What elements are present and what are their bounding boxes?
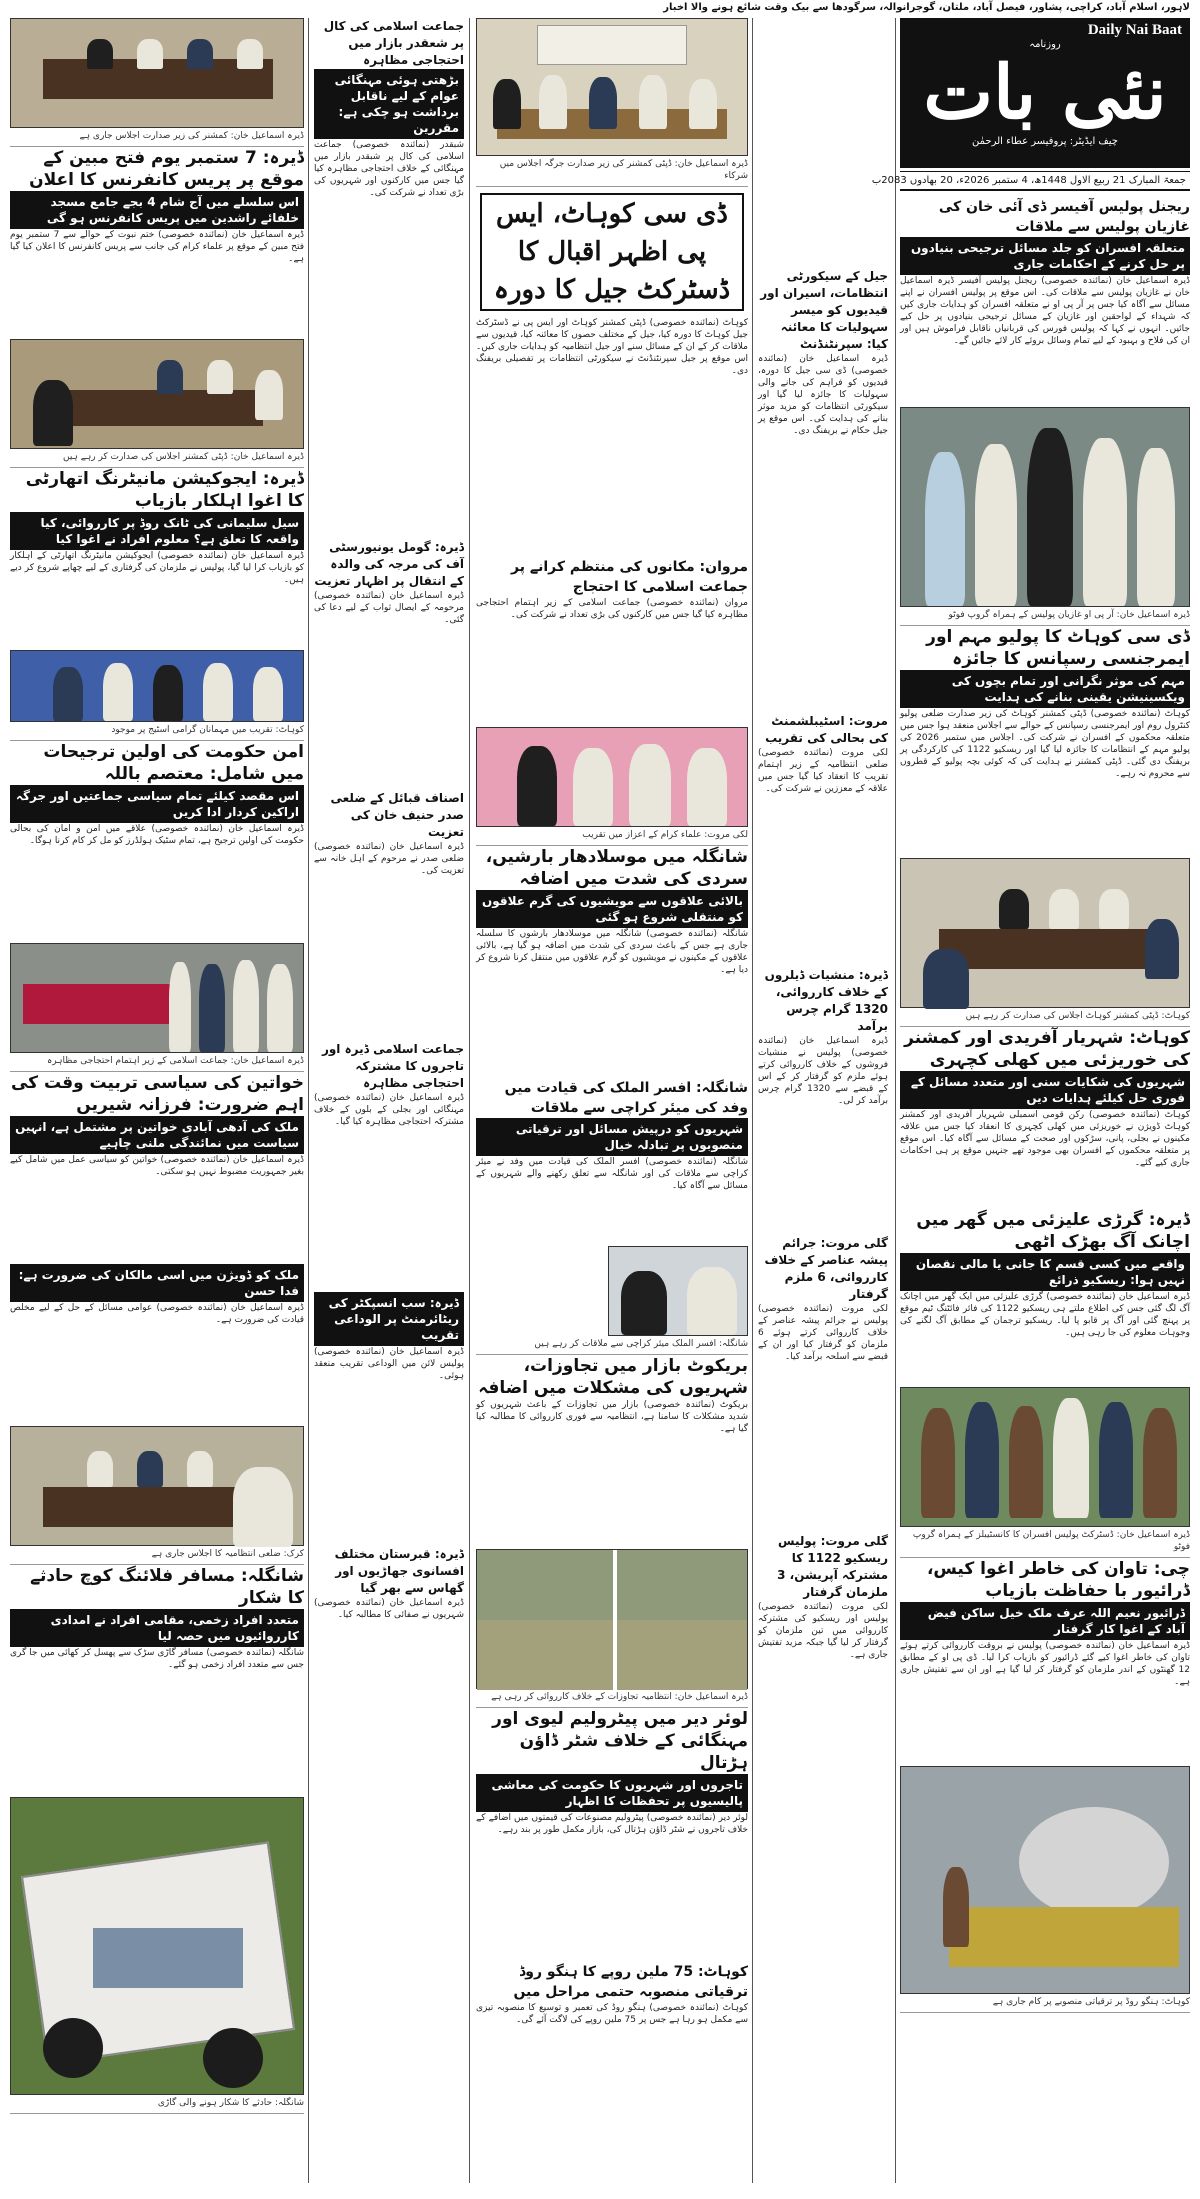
- article-body: کوہاٹ (نمائندہ خصوصی) ڈپٹی کمشنر کوہاٹ کی زیر صدارت ضلعی پولیو کنٹرول روم اور ایمرجنسی رسپانس کے حوالے سے اجلاس منعقد ہوا جس میں متعلقہ محکموں کے افسران نے شرکت کی۔ اجلاس میں ستمبر 2026 کی پولیو مہم کے انتظامات کا جائزہ لیا گیا اور ریسکیو 1122 کی کارکردگی پر بریفنگ دی گئی۔ ڈپٹی کمشنر نے ہدایت کی کہ کوئی بچہ پولیو کے قطروں سے محروم نہ رہے۔: [900, 709, 1190, 779]
- article-body: شانگلہ (نمائندہ خصوصی) افسر الملک کی قیادت میں وفد نے میئر کراچی سے ملاقات کی اور شانگلہ سے تعلق رکھنے والے شہریوں کے مسائل سے آگاہ کیا۔: [476, 1157, 748, 1191]
- article-body: ڈیرہ اسماعیل خان (نمائندہ خصوصی) علاقے میں امن و امان کی بحالی حکومت کی اولین ترجیح ہے، تمام سٹیک ہولڈرز کو مل کر کام کرنا ہوگا۔: [10, 824, 304, 846]
- photo-karak-meeting: [10, 1426, 304, 1546]
- masthead-name-en: Daily Nai Baat: [1087, 22, 1182, 38]
- subheadline: اس مقصد کیلئے تمام سیاسی جماعتیں اور جرگہ اراکین کردار ادا کریں: [10, 785, 304, 823]
- article-body: ڈیرہ اسماعیل خان (نمائندہ خصوصی) پولیس لائن میں الوداعی تقریب منعقد ہوئی۔: [314, 1347, 464, 1381]
- photo-accident-vehicle: [10, 1797, 304, 2095]
- headline: ڈی سی کوہاٹ کا پولیو مہم اور ایمرجنسی رسپانس کا جائزہ: [926, 627, 1190, 669]
- photo-caption: ڈیرہ اسماعیل خان: انتظامیہ تجاوزات کے خلاف کارروائی کر رہی ہے: [476, 1689, 748, 1708]
- headline: ڈیرہ: گومل یونیورسٹی آف کی مرجہ کی والدہ کے انتقال پر اظہار تعزیت: [314, 540, 464, 588]
- headline: چی: تاوان کی خاطر اغوا کیس، ڈرائیور با حفاظت بازیاب: [926, 1559, 1190, 1601]
- headline: ڈیرہ: 7 ستمبر یوم فتح مبین کے موقع پر پریس کانفرنس کا اعلان: [29, 148, 304, 190]
- headline: مروان: مکانوں کی منتظم کرانے پر جماعت اسلامی کا احتجاج: [511, 559, 748, 595]
- headline: جماعت اسلامی ڈیرہ اور تاجروں کا مشترکہ احتجاجی مظاہرہ: [321, 1042, 464, 1090]
- photo-caption: کرک: ضلعی انتظامیہ کا اجلاس جاری ہے: [10, 1546, 304, 1565]
- article-body: ڈیرہ اسماعیل خان (نمائندہ خصوصی) مرحومہ کے ایصال ثواب کے لیے دعا کی گئی۔: [314, 591, 464, 625]
- photo-protest: [10, 943, 304, 1053]
- photo-meeting-mayor: [608, 1246, 748, 1336]
- subheadline: تاجروں اور شہریوں کا حکومت کی معاشی پالیسیوں پر تحفظات کا اظہار: [476, 1774, 748, 1812]
- subheadline: شہریوں کی شکایات سنی اور متعدد مسائل کے فوری حل کیلئے ہدایات دیں: [900, 1071, 1190, 1109]
- photo-stage: [10, 650, 304, 722]
- headline: ملک کو ڈویژن میں اسی مالکان کی ضرورت ہے: فدا حسن: [10, 1264, 304, 1302]
- photo-police-group: [900, 1387, 1190, 1527]
- article-body: لکی مروت (نمائندہ خصوصی) پولیس نے جرائم پیشہ عناصر کے خلاف کارروائی کرتے ہوئے 6 ملزمان کو گرفتار کیا اور ان کے قبضے سے اسلحہ برآمد کیا۔: [758, 1304, 888, 1362]
- photo-caption: شانگلہ: افسر الملک میئر کراچی سے ملاقات کر رہے ہیں: [476, 1336, 748, 1355]
- headline: امن حکومت کی اولین ترجیحات میں شامل: معتصم باللہ: [43, 742, 304, 784]
- article-body: ڈیرہ اسماعیل خان (نمائندہ خصوصی) عوامی مسائل کے حل کے لیے مخلص قیادت کی ضرورت ہے۔: [10, 1303, 304, 1325]
- photo-group: [900, 407, 1190, 607]
- subheadline: واقعے میں کسی قسم کا جانی یا مالی نقصان نہیں ہوا: ریسکیو ذرائع: [900, 1253, 1190, 1291]
- subheadline: ڈرائیور نعیم اللہ عرف ملک خیل ساکن فیض آباد کے اغوا کار گرفتار: [900, 1602, 1190, 1640]
- photo-caption: ڈیرہ اسماعیل خان: کمشنر کی زیر صدارت اجلاس جاری ہے: [10, 128, 304, 147]
- headline: جیل کے سیکورٹی انتظامات، اسیران اور قیدیوں کو میسر سہولیات کا معائنہ کیا: سپرنٹنڈنٹ: [760, 269, 888, 351]
- photo-jirga: [476, 18, 748, 156]
- article-body: لکی مروت (نمائندہ خصوصی) پولیس اور ریسکیو کی مشترکہ کارروائی میں تین ملزمان کو گرفتار کر لیا گیا جبکہ مزید تفتیش جاری ہے۔: [758, 1602, 888, 1660]
- article-body: لکی مروت (نمائندہ خصوصی) ضلعی انتظامیہ کے زیر اہتمام تقریب کا انعقاد کیا گیا جس میں علاقہ کے معززین نے شرکت کی۔: [758, 748, 888, 794]
- article-body: شبقدر (نمائندہ خصوصی) جماعت اسلامی کی کال پر شبقدر بازار میں مہنگائی کے خلاف احتجاجی مظاہرہ کیا گیا جس میں کارکنوں اور شہریوں کی بڑی تعداد نے شرکت کی۔: [314, 140, 464, 198]
- article-body: شانگلہ (نمائندہ خصوصی) مسافر گاڑی سڑک سے پھسل کر کھائی میں جا گری جس سے متعدد افراد زخمی ہو گئے۔: [10, 1648, 304, 1670]
- photo-ulema: [476, 727, 748, 827]
- column-3: [476, 18, 748, 2183]
- article-body: ڈیرہ اسماعیل خان (نمائندہ خصوصی) مہنگائی اور بجلی کے بلوں کے خلاف مشترکہ احتجاجی مظاہرہ کیا گیا۔: [314, 1093, 464, 1127]
- photo-caption: ڈیرہ اسماعیل خان: جماعت اسلامی کے زیر اہتمام احتجاجی مظاہرہ: [10, 1053, 304, 1072]
- headline: ڈیرہ: گرڑی علیزئی میں گھر میں اچانک آگ بھڑک اٹھی: [916, 1210, 1190, 1252]
- column-1: [871, 18, 1190, 2183]
- column-rule: [308, 18, 309, 2183]
- masthead: [900, 18, 1190, 168]
- headline: شانگلہ: مسافر فلائنگ کوچ حادثے کا شکار: [30, 1566, 304, 1608]
- article-body: کوہاٹ (نمائندہ خصوصی) رکن قومی اسمبلی شہریار آفریدی اور کمشنر کوہاٹ ڈویژن نے خوریزئی میں کھلی کچہری کا انعقاد کیا جس میں علاقہ مکینوں نے بجلی، پانی، سڑکوں اور صحت کے مسائل سے آگاہ کیا۔ اس موقع پر متعلقہ محکموں کے افسران بھی موجود تھے جنہیں موقع پر ہی احکامات جاری کیے گئے۔: [900, 1110, 1190, 1168]
- headline: کوہاٹ: 75 ملین روپے کا ہنگو روڈ ترقیاتی منصوبہ حتمی مراحل میں: [513, 1964, 748, 2000]
- column-rule: [469, 18, 470, 2183]
- subheadline: متعلقہ افسران کو جلد مسائل ترجیحی بنیادوں پر حل کرنے کے احکامات جاری: [900, 237, 1190, 275]
- article-body: بریکوٹ (نمائندہ خصوصی) بازار میں تجاوزات کے باعث شہریوں کو شدید مشکلات کا سامنا ہے، انتظامیہ سے فوری کارروائی کا مطالبہ کیا گیا ہے۔: [476, 1400, 748, 1434]
- article-body: ڈیرہ اسماعیل خان (نمائندہ خصوصی) ریجنل پولیس آفیسر ڈیرہ اسماعیل خان نے غازیان پولیس سے ملاقات کی۔ اس موقع پر پولیس افسران نے اپنے مسائل سے آگاہ کیا جس پر آر پی او نے متعلقہ افسران کو ہدایات جاری کیں کہ شہداء کے لواحقین اور غازیان کے مسائل ترجیحی بنیادوں پر حل کیے جائیں۔ انہوں نے کہا کہ پولیس فورس کی قربانیاں ناقابل فراموش ہیں اور ان کی فلاح و بہبود کے لیے تمام وسائل بروئے کار لائے جائیں گے۔: [900, 276, 1190, 346]
- photo-caption: کوہاٹ: ہنگو روڈ پر ترقیاتی منصوبے پر کام جاری ہے: [900, 1994, 1190, 2013]
- subheadline: اس سلسلے میں آج شام 4 بجے جامع مسجد خلفائے راشدین میں پریس کانفرنس ہو گی: [10, 191, 304, 229]
- banner-headline: ڈی سی کوہاٹ، ایس پی اظہر اقبال کا ڈسٹرکٹ جیل کا دورہ: [480, 193, 744, 311]
- photo-caption: ڈیرہ اسماعیل خان: ڈپٹی کمشنر کی زیر صدارت جرگہ اجلاس میں شرکاء: [476, 156, 748, 187]
- photo-meeting: [900, 858, 1190, 1008]
- photo-construction: [900, 1766, 1190, 1994]
- headline: خواتین کی سیاسی تربیت وقت کی اہم ضرورت: فرزانہ شیریں: [10, 1073, 304, 1115]
- photo-caption: ڈیرہ اسماعیل خان: ڈسٹرکٹ پولیس افسران کا کانسٹیبلز کے ہمراہ گروپ فوٹو: [900, 1527, 1190, 1558]
- article-body: ڈیرہ اسماعیل خان (نمائندہ خصوصی) پولیس نے منشیات فروشوں کے خلاف کارروائی کرتے ہوئے ملزم کو گرفتار کر کے اس کے قبضے سے 1320 گرام چرس برآمد کر لی۔: [758, 1036, 888, 1106]
- headline: شانگلہ میں موسلادھار بارشیں، سردی کی شدت میں اضافہ: [485, 847, 748, 889]
- subheadline: سیل سلیمانی کی ٹانک روڈ پر کارروائی، کیا واقعہ کا تعلق ہے؟ معلوم افراد نے اغوا کیا: [10, 512, 304, 550]
- masthead-editor: چیف ایڈیٹر: پروفیسر عطاء الرحمٰن: [972, 136, 1118, 147]
- article-body: مروان (نمائندہ خصوصی) جماعت اسلامی کے زیر اہتمام احتجاجی مظاہرہ کیا گیا جس میں کارکنوں کی بڑی تعداد نے شرکت کی۔: [476, 598, 748, 620]
- article-body: ڈیرہ اسماعیل خان (نمائندہ خصوصی) گرڑی علیزئی میں ایک گھر میں اچانک آگ لگ گئی جس کی اطلاع ملتے ہی ریسکیو 1122 کی فائر فائٹنگ ٹیم موقع پر پہنچ گئی اور آگ پر قابو پا لیا۔ ریسکیو ترجمان کے مطابق آگ لگنے کی وجوہات معلوم کی جا رہی ہیں۔: [900, 1292, 1190, 1338]
- article-body: ڈیرہ اسماعیل خان (نمائندہ خصوصی) خواتین کو سیاسی عمل میں شامل کیے بغیر جمہوریت مضبوط نہیں ہو سکتی۔: [10, 1155, 304, 1177]
- subheadline: بالائی علاقوں سے مویشیوں کی گرم علاقوں کو منتقلی شروع ہو گئی: [476, 890, 748, 928]
- column-5: [10, 18, 304, 2183]
- photo-commissioner-meeting: [10, 18, 304, 128]
- article-body: ڈیرہ اسماعیل خان (نمائندہ خصوصی) شہریوں نے صفائی کا مطالبہ کیا۔: [314, 1598, 464, 1620]
- photo-caption: شانگلہ: حادثے کا شکار ہونے والی گاڑی: [10, 2095, 304, 2114]
- headline: گلی مروت: جرائم پیشہ عناصر کے خلاف کارروائی، 6 ملزم گرفتار: [764, 1236, 888, 1301]
- headline: اصناف قبائل کے ضلعی صدر حنیف خان کی تعزیت: [330, 791, 464, 839]
- photo-caption: کوہاٹ: تقریب میں مہمانان گرامی اسٹیج پر موجود: [10, 722, 304, 741]
- column-2: [758, 18, 888, 2183]
- photo-encroachment: [476, 1549, 748, 1689]
- headline: جماعت اسلامی کی کال پر شعقدر بازار میں احتجاجی مظاہرہ: [323, 19, 464, 67]
- article-body: ڈیرہ اسماعیل خان (نمائندہ خصوصی) پولیس نے بروقت کارروائی کرتے ہوئے تاوان کی خاطر اغوا کیے گئے ڈرائیور کو بازیاب کرا لیا۔ ڈی پی او کے مطابق 12 گھنٹوں کے اندر ملزمان کو گرفتار کر لیا گیا ہے اور ان سے تفتیش جاری ہے۔: [900, 1641, 1190, 1687]
- headline: ڈیرہ: سب انسپکٹر کی ریٹائرمنٹ پر الوداعی تقریب: [314, 1292, 464, 1346]
- headline: لوئر دیر میں پیٹرولیم لیوی اور مہنگائی کے خلاف شٹر ڈاؤن ہڑتال: [492, 1709, 748, 1773]
- article-body: شانگلہ (نمائندہ خصوصی) شانگلہ میں موسلادھار بارشوں کا سلسلہ جاری ہے جس کے باعث سردی کی شدت میں اضافہ ہو گیا ہے، بالائی علاقوں کے مکینوں نے مویشیوں کو گرم علاقوں میں منتقل کرنا شروع کر دیا ہے۔: [476, 929, 748, 975]
- headline: بریکوٹ بازار میں تجاوزات، شہریوں کی مشکلات میں اضافہ: [478, 1356, 748, 1398]
- article-body: ڈیرہ اسماعیل خان (نمائندہ خصوصی) ڈی سی جیل کا دورہ، قیدیوں کو فراہم کی جانے والی سہولیات کا جائزہ لیا گیا اور سیکورٹی انتظامات کو مزید موثر بنانے کی ہدایت کی۔ اس موقع پر جیل حکام نے بریفنگ دی۔: [758, 354, 888, 436]
- headline: ڈیرہ: قبرستان مختلف افسانوی جھاڑیوں اور گھاس سے بھر گیا: [334, 1547, 464, 1595]
- headline: ریجنل پولیس آفیسر ڈی آئی خان کی غازیان پولیس سے ملاقات: [938, 199, 1190, 235]
- headline: گلی مروت: پولیس ریسکیو 1122 کا مشترکہ آپریشن، 3 ملزمان گرفتار: [777, 1534, 888, 1599]
- subheadline: شہریوں کو درپیش مسائل اور ترقیاتی منصوبوں پر تبادلہ خیال: [476, 1118, 748, 1156]
- photo-caption: ڈیرہ اسماعیل خان: ڈپٹی کمشنر اجلاس کی صدارت کر رہے ہیں: [10, 449, 304, 468]
- subheadline: بڑھتی ہوئی مہنگائی عوام کے لیے ناقابل برداشت ہو چکی ہے: مقررین: [314, 69, 464, 139]
- photo-caption: لکی مروت: علماء کرام کے اعزاز میں تقریب: [476, 827, 748, 846]
- subheadline: ملک کی آدھی آبادی خواتین پر مشتمل ہے، انہیں سیاست میں نمائندگی ملنی چاہیے: [10, 1116, 304, 1154]
- column-rule: [752, 18, 753, 2183]
- article-body: ڈیرہ اسماعیل خان (نمائندہ خصوصی) ضلعی صدر نے مرحوم کے اہل خانہ سے تعزیت کی۔: [314, 842, 464, 876]
- masthead-tagline: روزنامہ: [1029, 39, 1061, 50]
- dateline: جمعۃ المبارک 21 ربیع الاول 1448ھ، 4 ستمبر 2026ء، 20 بھادوں 2083ب: [900, 171, 1190, 191]
- column-4: [314, 18, 464, 2183]
- subheadline: متعدد افراد زخمی، مقامی افراد نے امدادی کارروائیوں میں حصہ لیا: [10, 1609, 304, 1647]
- article-body: ڈیرہ اسماعیل خان (نمائندہ خصوصی) ایجوکیشن مانیٹرنگ اتھارٹی کے اہلکار کو بازیاب کرا لیا گیا، پولیس نے ملزمان کی گرفتاری کے لیے چھاپے شروع کر دیے ہیں۔: [10, 551, 304, 585]
- headline: مروت: اسٹیبلشمنٹ کی بحالی کی تقریب: [765, 714, 888, 745]
- article-body: کوہاٹ (نمائندہ خصوصی) ڈپٹی کمشنر کوہاٹ اور ایس پی نے ڈسٹرکٹ جیل کوہاٹ کا دورہ کیا، جیل کے مختلف حصوں کا معائنہ کیا، قیدیوں سے ملاقات کر کے ان کے مسائل سنے اور جیل انتظامیہ کو ہدایات جاری کیں۔ اس موقع پر جیل سپرنٹنڈنٹ نے سیکورٹی انتظامات پر تفصیلی بریفنگ دی۔: [476, 318, 748, 376]
- headline: ڈیرہ: منشیات ڈیلروں کے خلاف کارروائی، 1320 گرام چرس برآمد: [764, 968, 888, 1033]
- article-body: ڈیرہ اسماعیل خان (نمائندہ خصوصی) ختم نبوت کے حوالے سے 7 ستمبر یوم فتح مبین کے موقع پر علماء کرام کی جانب سے پریس کانفرنس کا اعلان کیا گیا ہے۔: [10, 230, 305, 264]
- photo-dc-meeting: [10, 339, 304, 449]
- headline: ڈیرہ: ایجوکیشن مانیٹرنگ اتھارٹی کا اغوا اہلکار بازیاب: [25, 469, 304, 511]
- headline: کوہاٹ: شہریار آفریدی اور کمشنر کی خوریزئی میں کھلی کچہری: [904, 1028, 1190, 1070]
- photo-caption: کوہاٹ: ڈپٹی کمشنر کوہاٹ اجلاس کی صدارت کر رہے ہیں: [900, 1008, 1190, 1027]
- top-ticker: لاہور، اسلام آباد، کراچی، پشاور، فیصل آباد، ملتان، گوجرانوالہ، سرگودھا سے بیک وقت شائع ہونے والا اخبار: [663, 2, 1190, 13]
- subheadline: مہم کی موثر نگرانی اور تمام بچوں کی ویکسینیشن یقینی بنانے کی ہدایت: [900, 670, 1190, 708]
- column-rule: [895, 18, 896, 2183]
- masthead-logo: نئی بات: [923, 50, 1167, 136]
- article-body: لوئر دیر (نمائندہ خصوصی) پیٹرولیم مصنوعات کی قیمتوں میں اضافے کے خلاف تاجروں نے شٹر ڈاؤن ہڑتال کی، بازار مکمل طور پر بند رہے۔: [476, 1813, 748, 1835]
- article-body: کوہاٹ (نمائندہ خصوصی) ہنگو روڈ کی تعمیر و توسیع کا منصوبہ تیزی سے مکمل ہو رہا ہے جس پر 75 ملین روپے کی لاگت آئے گی۔: [476, 2003, 748, 2025]
- headline: شانگلہ: افسر الملک کی قیادت میں وفد کی میئر کراچی سے ملاقات: [504, 1080, 748, 1116]
- photo-caption: ڈیرہ اسماعیل خان: آر پی او غازیان پولیس کے ہمراہ گروپ فوٹو: [900, 607, 1190, 626]
